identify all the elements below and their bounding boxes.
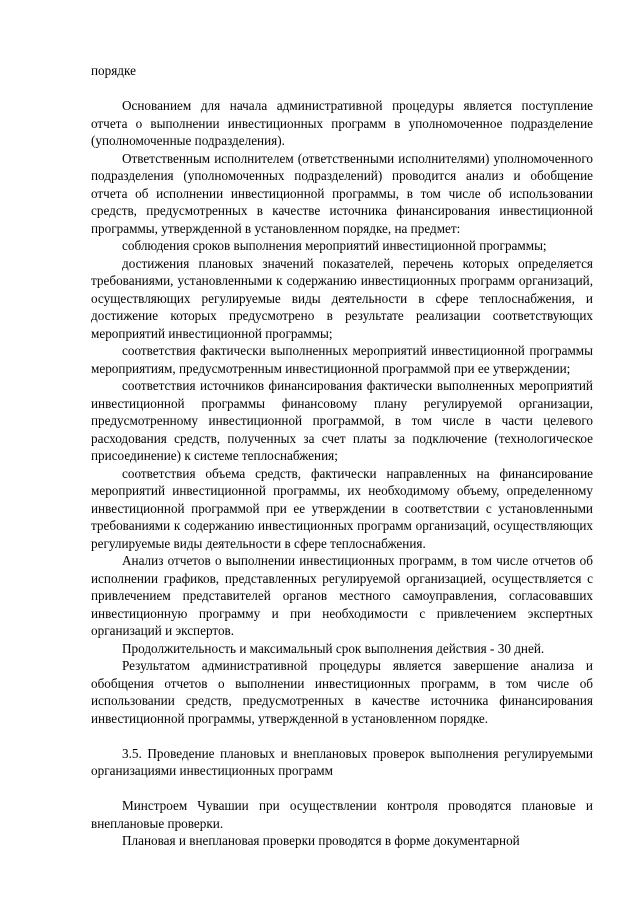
paragraph-item-measures: соответствия фактически выполненных мероприятий инвестиционной программы мероприятиям, предусмотренным инвестиционной программой при ее утверждении; [91, 343, 593, 376]
paragraph-minstroy-control: Минстроем Чувашии при осуществлении контроля проводятся плановые и внеплановые проверки. [91, 798, 593, 831]
section-heading-3-5: 3.5. Проведение плановых и внеплановых проверок выполнения регулируемыми организациями инвестиционных программ [91, 745, 593, 778]
paragraph-continuation: порядке [91, 63, 136, 78]
paragraph-duration: Продолжительность и максимальный срок выполнения действия - 30 дней. [122, 640, 545, 656]
document-body [91, 62, 593, 850]
paragraph-responsible-executor: Ответственным исполнителем (ответственными исполнителями) уполномоченного подразделения (уполномоченных подразделений) проводится анализ и обобщение отчета об исполнении инвестиционной программы, в том числе об использовании средств, предусмотренных в качестве источника финансирования инвестиционной программы, утвержденной в установленном порядке, на предмет: [91, 150, 593, 236]
paragraph-inspection-form: Плановая и внеплановая проверки проводятся в форме документарной [122, 833, 520, 848]
paragraph-report-analysis: Анализ отчетов о выполнении инвестиционных программ, в том числе отчетов об исполнении графиков, представленных регулируемой организацией, осуществляется с привлечением представителей органов местного самоуправления, согласовавших инвестиционную программу и при необходимости с привлечением экспертных организаций и экспертов. [91, 553, 593, 638]
paragraph-item-indicators: достижения плановых значений показателей, перечень которых определяется требованиями, установленными к содержанию инвестиционных программ организаций, осуществляющих регулируемые виды деятельности в сфере теплоснабжения, и достижение которых предусмотрено в результате реализации соответствующих мероприятий инвестиционной программы; [91, 255, 593, 341]
paragraph-item-funding-sources: соответствия источников финансирования фактически выполненных мероприятий инвестиционной программы финансовому плану регулируемой организации, предусмотренному инвестиционной программой, в том числе в части целевого расходования средств, полученных за счет платы за подключение (технологическое присоединение) к системе теплоснабжения; [91, 378, 593, 463]
paragraph-result: Результатом административной процедуры является завершение анализа и обобщения отчетов о выполнении инвестиционных программ, в том числе об использовании средств, предусмотренных в качестве источника финансирования инвестиционной программы, утвержденной в установленном порядке. [91, 658, 593, 726]
paragraph-item-deadlines: соблюдения сроков выполнения мероприятий инвестиционной программы; [122, 238, 547, 253]
paragraph-basis: Основанием для начала административной процедуры является поступление отчета о выполнении инвестиционных программ в уполномоченное подразделение (уполномоченные подразделения). [91, 98, 593, 148]
paragraph-item-funding-volume: соответствия объема средств, фактически направленных на финансирование мероприятий инвестиционной программы, их необходимому объему, определенному инвестиционной программой при ее утверждении в соответствии с установленными требованиями к содержанию инвестиционных программ организаций, осуществляющих регулируемые виды деятельности в сфере теплоснабжения. [91, 465, 593, 551]
